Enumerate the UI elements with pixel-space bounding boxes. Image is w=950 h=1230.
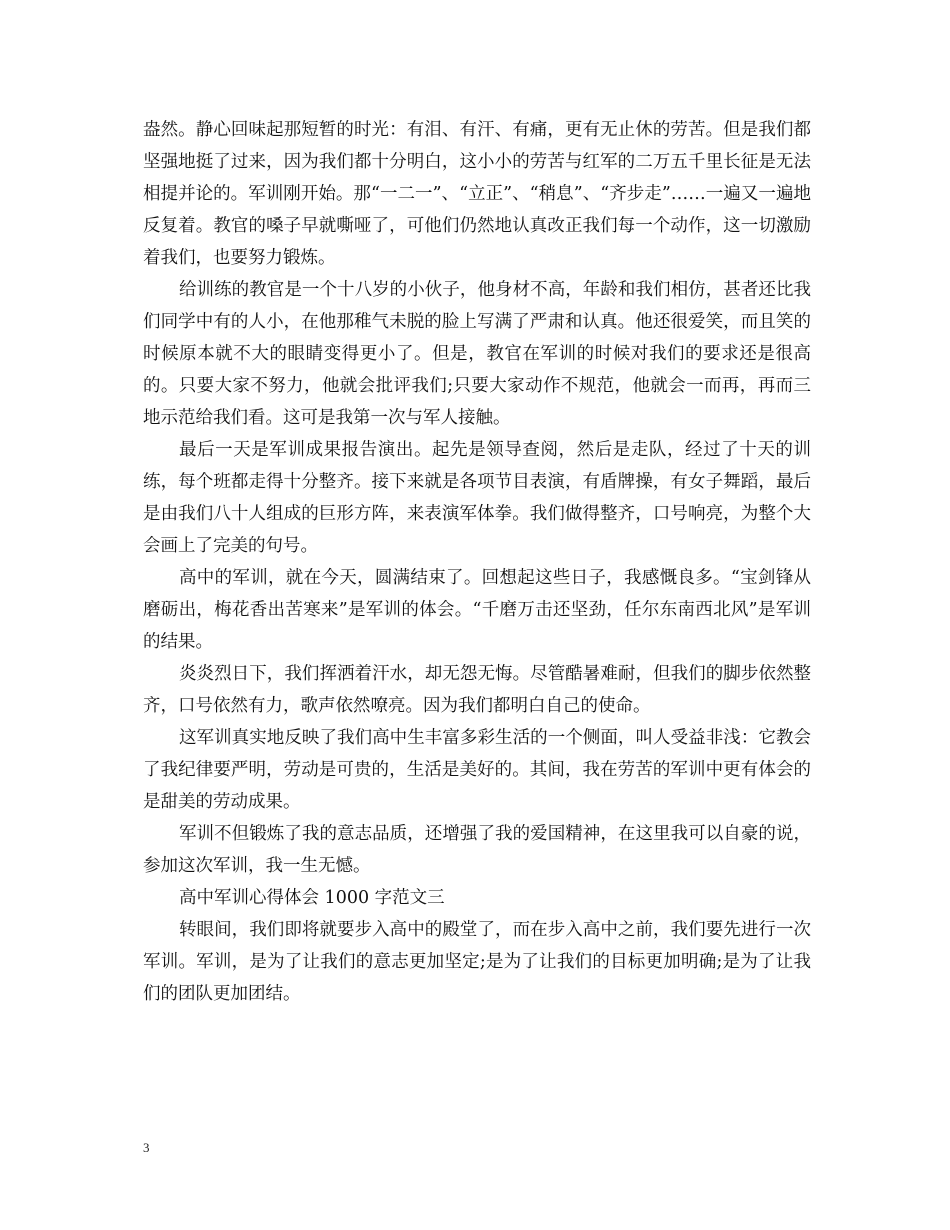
paragraph-1: 盎然。静心回味起那短暂的时光：有泪、有汗、有痛，更有无止休的劳苦。但是我们都坚强地挺了过来，因为我们都十分明白，这小小的劳苦与红军的二万五千里长征是无法相提并论的。军训刚开始。那“一二一”、“立正”、“稍息”、“齐步走”……一遍又一遍地反复着。教官的嗓子早就嘶哑了，可他们仍然地认真改正我们每一个动作，这一切激励着我们，也要努力锻炼。 <box>143 120 811 268</box>
paragraph-6: 这军训真实地反映了我们高中生丰富多彩生活的一个侧面，叫人受益非浅：它教会了我纪律要严明，劳动是可贵的，生活是美好的。其间，我在劳苦的军训中更有体会的是甜美的劳动成果。 <box>143 728 811 812</box>
paragraph-8: 转眼间，我们即将就要步入高中的殿堂了，而在步入高中之前，我们要先进行一次军训。军训，是为了让我们的意志更加坚定;是为了让我们的目标更加明确;是为了让我们的团队更加团结。 <box>143 920 811 1004</box>
page-number: 3 <box>143 1140 150 1155</box>
paragraph-2: 给训练的教官是一个十八岁的小伙子，他身材不高，年龄和我们相仿，甚者还比我们同学中有的人小，在他那稚气未脱的脸上写满了严肃和认真。他还很爱笑，而且笑的时候原本就不大的眼睛变得更小了。但是，教官在军训的时候对我们的要求还是很高的。只要大家不努力，他就会批评我们;只要大家动作不规范，他就会一而再，再而三地示范给我们看。这可是我第一次与军人接触。 <box>143 280 811 428</box>
paragraph-7: 军训不但锻炼了我的意志品质，还增强了我的爱国精神，在这里我可以自豪的说，参加这次军训，我一生无憾。 <box>143 824 811 876</box>
paragraph-4: 高中的军训，就在今天，圆满结束了。回想起这些日子，我感慨良多。“宝剑锋从磨砺出，梅花香出苦寒来”是军训的体会。“千磨万击还坚劲，任尔东南西北风”是军训的结果。 <box>143 568 811 652</box>
paragraph-5: 炎炎烈日下，我们挥洒着汗水，却无怨无悔。尽管酷暑难耐，但我们的脚步依然整齐，口号依然有力，歌声依然嘹亮。因为我们都明白自己的使命。 <box>143 664 811 716</box>
document-body <box>143 114 811 1010</box>
paragraph-3: 最后一天是军训成果报告演出。起先是领导查阅，然后是走队，经过了十天的训练，每个班都走得十分整齐。接下来就是各项节目表演，有盾牌操，有女子舞蹈，最后是由我们八十人组成的巨形方阵，来表演军体拳。我们做得整齐，口号响亮，为整个大会画上了完美的句号。 <box>143 440 811 556</box>
section-heading: 高中军训心得体会 1000 字范文三 <box>179 888 445 908</box>
